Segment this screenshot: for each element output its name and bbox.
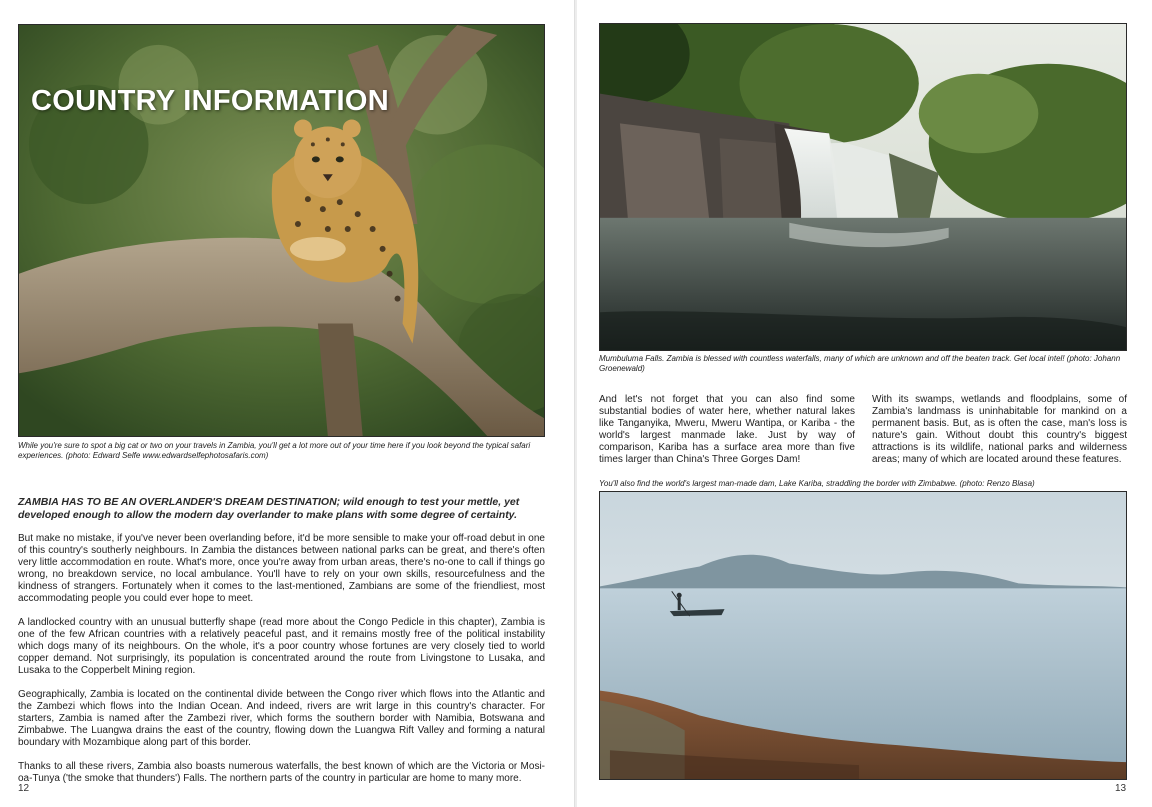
lead-paragraph: ZAMBIA HAS TO BE AN OVERLANDER'S DREAM DESTINATION; wild enough to test your mettle, yet developed enough to allow the modern day overlander to make plans with some degree of certainty.	[18, 496, 520, 521]
paragraph: Geographically, Zambia is located on the continental divide between the Congo river which flows into the Atlantic and the Zambezi which flows into the Indian Ocean. And indeed, rivers are writ large in this country's character. For starters, Zambia is named after the Zambezi river, which forms the southern border with Namibia, Botswana and Zimbabwe. The Luangwa drains the east of the country, flowing down the Luangwa Rift Valley and forming a natural boundary with Mozambique along part of this border.	[18, 689, 545, 748]
leopard-photo	[18, 24, 545, 437]
paragraph: But make no mistake, if you've never been overlanding before, it'd be more sensible to make your off-road debut in one of this country's southerly neighbours. In Zambia the distances between national parks can be great, and there's often very little accommodation en route. What's more, once you're away from urban areas, there's no-one to call if things go wrong, no breakdown service, no local ambulance. You'll have to rely on your own skills, resourcefulness and the kindness of strangers. Fortunately when it comes to the last-mentioned, Zambians are some of the friendliest, most accommodating people you could ever hope to meet.	[18, 533, 545, 604]
page-number: 12	[18, 783, 30, 794]
body-text	[18, 533, 545, 797]
leopard-photo-caption: While you're sure to spot a big cat or two on your travels in Zambia, you'll get a lot more out of your time here if you look beyond the typical safari experiences. (photo: Edward Selfe www.edwardselfephotosafaris.com)	[18, 441, 531, 460]
body-column-right: With its swamps, wetlands and floodplains, some of Zambia's landmass is uninhabitable for mankind on a permanent basis. But, as is often the case, man's loss is nature's gain. Without doubt this country's biggest attractions is its wildlife, national parks and wilderness areas; many of which are located around these features.	[872, 394, 1127, 465]
right-page	[577, 0, 1152, 807]
page-title: COUNTRY INFORMATION	[31, 85, 389, 117]
body-column-left: And let's not forget that you can also find some substantial bodies of water here, whether natural lakes like Tanganyika, Mweru, Mweru Wantipa, or Kariba - the world's largest manmade lake. Just by way of comparison, Kariba has a surface area more than five times larger than China's Three Gorges Dam!	[599, 394, 855, 465]
lake-kariba-photo	[599, 491, 1127, 780]
lake-photo-caption: You'll also find the world's largest man-made dam, Lake Kariba, straddling the border with Zimbabwe. (photo: Renzo Blasa)	[599, 479, 1035, 488]
paragraph: A landlocked country with an unusual butterfly shape (read more about the Congo Pedicle in this chapter), Zambia is one of the few African countries with a relatively peaceful past, and it remains mostly free of the political instability which dogs many of its neighbours. On the whole, it's a poor country whose fortunes are very closely tied to world copper demand. Not surprisingly, its population is concentrated around the route from Livingstone to Lusaka, and Lusaka to the Copperbelt Mining region.	[18, 617, 545, 676]
paragraph: Thanks to all these rivers, Zambia also boasts numerous waterfalls, the best known of which are the Victoria or Mosi-oa-Tunya ('the smoke that thunders') Falls. The northern parts of the country in particular are home to many more.	[18, 761, 545, 784]
waterfall-photo-caption: Mumbuluma Falls. Zambia is blessed with countless waterfalls, many of which are unknown and off the beaten track. Get local intel! (photo: Johann Groenewald)	[599, 354, 1121, 373]
left-page	[0, 0, 575, 807]
waterfall-photo	[599, 23, 1127, 351]
page-number: 13	[1115, 783, 1127, 794]
